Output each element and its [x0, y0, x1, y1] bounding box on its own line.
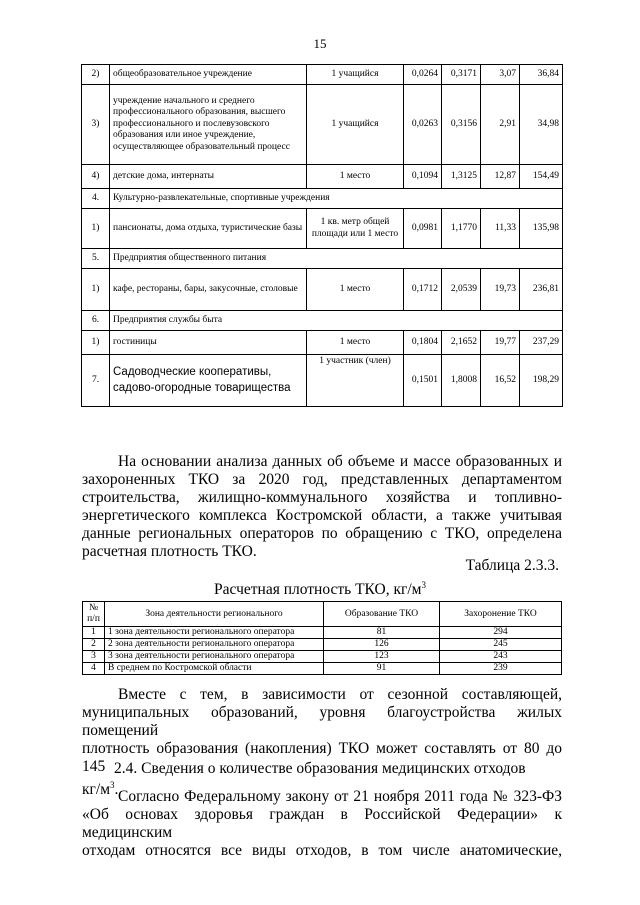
formation-value: 91 — [324, 663, 440, 675]
paragraph-line: отходам относятся все виды отходов, в том числе анатомические, — [82, 842, 562, 859]
value-cell: 1,3125 — [442, 165, 481, 189]
value-cell: 198,29 — [520, 355, 563, 407]
value-cell: 12,87 — [481, 165, 520, 189]
paragraph-line: энергетического комплекса Костромской области, а также учитывая — [82, 507, 562, 524]
value-cell: 0,1804 — [404, 331, 442, 355]
value-cell: 0,1094 — [404, 165, 442, 189]
value-cell: 34,98 — [520, 85, 563, 165]
section-heading: 2.4. Сведения о количестве образования медицинских отходов — [114, 760, 526, 777]
table-row — [82, 355, 563, 407]
row-number: 2 — [83, 639, 105, 651]
table-row — [83, 627, 562, 639]
table-section-row — [82, 249, 563, 269]
calc-unit: 1 учащийся — [307, 65, 404, 85]
value-cell: 16,52 — [481, 355, 520, 407]
zone-name: В среднем по Костромской области — [105, 663, 324, 675]
paragraph-line: захороненных ТКО за 2020 год, представленных департаментом — [82, 471, 562, 488]
table-row — [82, 85, 563, 165]
value-cell: 0,0981 — [404, 209, 442, 249]
table-section-row — [82, 311, 563, 331]
paragraph-line: данные региональных операторов по обращению с ТКО, определена — [82, 525, 562, 542]
value-cell: 2,1652 — [442, 331, 481, 355]
paragraph-line: $кг/м^3$. — [82, 780, 119, 799]
disposal-value: 294 — [440, 627, 562, 639]
header-num: № п/п — [83, 602, 105, 627]
value-cell: 1,8008 — [442, 355, 481, 407]
row-number: 5. — [82, 249, 110, 269]
table-row — [82, 331, 563, 355]
establishment-name: детские дома, интернаты — [110, 165, 307, 189]
paragraph-line: На основании анализа данных об объеме и массе образованных и — [118, 453, 562, 470]
calc-unit: 1 место — [307, 331, 404, 355]
row-number: 2) — [82, 65, 110, 85]
paragraph-line: строительства, жилищно-коммунального хозяйства и топливно- — [82, 489, 562, 506]
calc-unit: 1 участник (член) — [307, 355, 404, 407]
value-cell: 19,73 — [481, 269, 520, 311]
row-number: 1) — [82, 331, 110, 355]
paragraph-line: плотность образования (накопления) ТКО может составлять от 80 до 145 — [82, 740, 562, 775]
table-row — [82, 269, 563, 311]
zone-name: 3 зона деятельности регионального оператора — [105, 651, 324, 663]
value-cell: 0,0263 — [404, 85, 442, 165]
calc-unit: 1 учащийся — [307, 85, 404, 165]
density-table-continued — [81, 64, 563, 407]
calc-unit: 1 место — [307, 269, 404, 311]
value-cell: 2,91 — [481, 85, 520, 165]
paragraph-medical — [82, 788, 562, 860]
density-table — [82, 601, 562, 675]
section-title: Культурно-развлекательные, спортивные учреждения — [110, 189, 563, 209]
value-cell: 135,98 — [520, 209, 563, 249]
row-number: 1 — [83, 627, 105, 639]
disposal-value: 239 — [440, 663, 562, 675]
value-cell: 3,07 — [481, 65, 520, 85]
value-cell: 0,3171 — [442, 65, 481, 85]
row-number: 6. — [82, 311, 110, 331]
row-number: 3 — [83, 651, 105, 663]
formation-value: 126 — [324, 639, 440, 651]
zone-name: 1 зона деятельности регионального оператора — [105, 627, 324, 639]
table-row — [82, 209, 563, 249]
header-disposal: Захоронение ТКО — [440, 602, 562, 627]
table-section-row — [82, 189, 563, 209]
table-row — [83, 639, 562, 651]
value-cell: 154,49 — [520, 165, 563, 189]
table-title: Расчетная плотность ТКО, $кг/м^3$ — [214, 580, 426, 599]
row-number: 4. — [82, 189, 110, 209]
row-number: 7. — [82, 355, 110, 407]
paragraph-analysis — [82, 453, 562, 561]
page-number: 15 — [313, 36, 327, 51]
row-number: 1) — [82, 269, 110, 311]
header-formation: Образование ТКО — [324, 602, 440, 627]
disposal-value: 245 — [440, 639, 562, 651]
establishment-name: учреждение начального и среднего профессионального образования, высшего профессионального и послевузовского образования или иное учреждение, осуществляющее образовательный процесс — [110, 85, 307, 165]
value-cell: 1,1770 — [442, 209, 481, 249]
value-cell: 0,1712 — [404, 269, 442, 311]
value-cell: 0,1501 — [404, 355, 442, 407]
table-label: Таблица 2.3.3. — [465, 557, 559, 574]
value-cell: 2,0539 — [442, 269, 481, 311]
paragraph-line: расчетная плотность ТКО. — [82, 543, 257, 560]
calc-unit: 1 кв. метр общей площади или 1 место — [307, 209, 404, 249]
row-number: 3) — [82, 85, 110, 165]
value-cell: 237,29 — [520, 331, 563, 355]
establishment-name: Садоводческие кооперативы, садово-огородные товарищества — [110, 355, 307, 407]
row-number: 1) — [82, 209, 110, 249]
establishment-name: пансионаты, дома отдыха, туристические базы — [110, 209, 307, 249]
establishment-name: общеобразовательное учреждение — [110, 65, 307, 85]
value-cell: 0,0264 — [404, 65, 442, 85]
value-cell: 236,81 — [520, 269, 563, 311]
paragraph-line: Вместе с тем, в зависимости от сезонной составляющей, — [118, 686, 562, 703]
section-title: Предприятия службы быта — [110, 311, 563, 331]
zone-name: 2 зона деятельности регионального оператора — [105, 639, 324, 651]
calc-unit: 1 место — [307, 165, 404, 189]
paragraph-seasonal — [82, 686, 562, 799]
disposal-value: 243 — [440, 651, 562, 663]
establishment-name: гостиницы — [110, 331, 307, 355]
table-row — [83, 663, 562, 675]
row-number: 4 — [83, 663, 105, 675]
formation-value: 81 — [324, 627, 440, 639]
value-cell: 36,84 — [520, 65, 563, 85]
value-cell: 0,3156 — [442, 85, 481, 165]
value-cell: 11,33 — [481, 209, 520, 249]
section-title: Предприятия общественного питания — [110, 249, 563, 269]
table-row — [82, 165, 563, 189]
table-row — [83, 651, 562, 663]
paragraph-line: «Об основах здоровья граждан в Российской Федерации» к медицинским — [82, 806, 562, 841]
establishment-name: кафе, рестораны, бары, закусочные, столовые — [110, 269, 307, 311]
value-cell: 19,77 — [481, 331, 520, 355]
table-row — [82, 65, 563, 85]
formation-value: 123 — [324, 651, 440, 663]
paragraph-line: Согласно Федеральному закону от 21 ноября 2011 года № 323-ФЗ — [118, 788, 562, 805]
paragraph-line: муниципальных образований, уровня благоустройства жилых помещений — [82, 704, 562, 739]
header-zone: Зона деятельности регионального — [105, 602, 324, 627]
row-number: 4) — [82, 165, 110, 189]
